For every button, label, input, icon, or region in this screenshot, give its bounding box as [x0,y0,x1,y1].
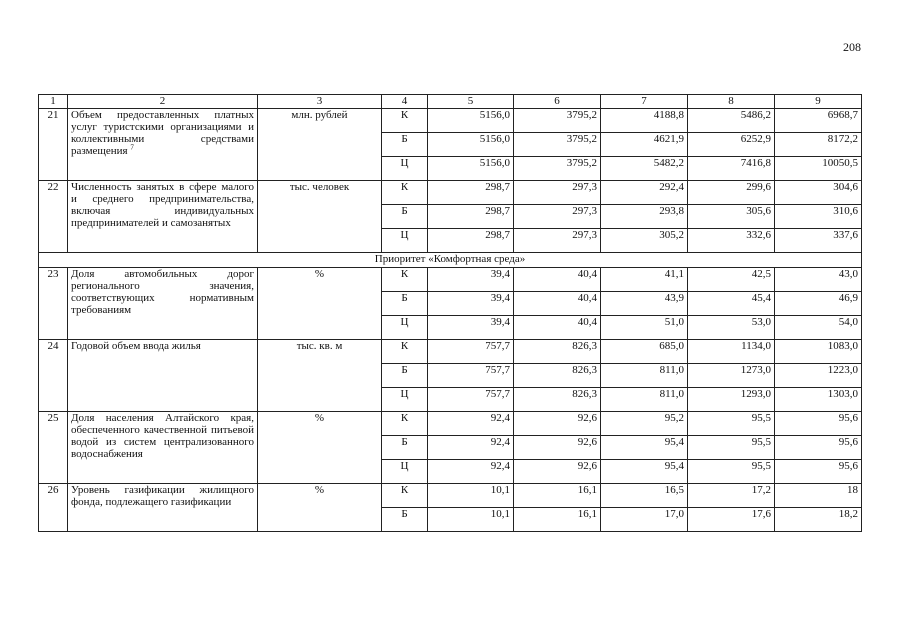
header-cell: 9 [775,95,862,109]
scenario-code: Ц [382,388,428,412]
value-cell: 95,5 [688,412,775,436]
header-row [39,95,862,109]
table-row [39,268,862,292]
value-cell: 5156,0 [428,157,514,181]
priority-row [39,253,862,268]
value-cell: 95,4 [601,436,688,460]
value-cell: 5156,0 [428,109,514,133]
value-cell: 757,7 [428,364,514,388]
value-cell: 297,3 [514,205,601,229]
value-cell: 1223,0 [775,364,862,388]
value-cell: 4621,9 [601,133,688,157]
scenario-code: К [382,109,428,133]
value-cell: 92,4 [428,412,514,436]
scenario-code: Б [382,133,428,157]
scenario-code: Б [382,364,428,388]
indicator-number: 22 [39,181,68,253]
scenario-code: Б [382,205,428,229]
value-cell: 53,0 [688,316,775,340]
value-cell: 41,1 [601,268,688,292]
value-cell: 45,4 [688,292,775,316]
value-cell: 298,7 [428,229,514,253]
value-cell: 305,6 [688,205,775,229]
value-cell: 299,6 [688,181,775,205]
value-cell: 826,3 [514,364,601,388]
unit-cell: млн. рублей [258,109,382,181]
table-row [39,109,862,133]
value-cell: 40,4 [514,292,601,316]
value-cell: 293,8 [601,205,688,229]
indicator-number: 24 [39,340,68,412]
value-cell: 3795,2 [514,109,601,133]
value-cell: 46,9 [775,292,862,316]
scenario-code: Б [382,292,428,316]
indicator-name-cell [68,412,258,484]
header-cell: 3 [258,95,382,109]
indicator-number: 25 [39,412,68,484]
footnote-marker: 7 [130,143,134,152]
value-cell: 39,4 [428,316,514,340]
value-cell: 17,0 [601,508,688,532]
value-cell: 826,3 [514,340,601,364]
page-number: 208 [843,40,861,54]
header-cell: 1 [39,95,68,109]
scenario-code: К [382,412,428,436]
priority-heading: Приоритет «Комфортная среда» [39,253,862,268]
scenario-code: К [382,268,428,292]
unit-cell: % [258,268,382,340]
value-cell: 18,2 [775,508,862,532]
scenario-code: К [382,181,428,205]
value-cell: 332,6 [688,229,775,253]
value-cell: 310,6 [775,205,862,229]
indicator-number: 23 [39,268,68,340]
scenario-code: Ц [382,460,428,484]
value-cell: 826,3 [514,388,601,412]
value-cell: 1083,0 [775,340,862,364]
scenario-code: Б [382,436,428,460]
value-cell: 95,5 [688,460,775,484]
value-cell: 811,0 [601,364,688,388]
value-cell: 5482,2 [601,157,688,181]
value-cell: 685,0 [601,340,688,364]
indicator-name: Годовой объем ввода жилья [71,340,201,352]
header-cell: 6 [514,95,601,109]
value-cell: 297,3 [514,181,601,205]
value-cell: 95,5 [688,436,775,460]
value-cell: 42,5 [688,268,775,292]
indicator-name-cell [68,109,258,181]
value-cell: 43,0 [775,268,862,292]
indicator-name: Объем предоставленных платных услуг туристскими организациями и коллективными средствами размещения [71,109,254,157]
indicator-name: Доля автомобильных дорог регионального значения, соответствующих нормативным требованиям [71,268,254,316]
unit-cell: тыс. человек [258,181,382,253]
value-cell: 811,0 [601,388,688,412]
table-row [39,181,862,205]
value-cell: 6252,9 [688,133,775,157]
value-cell: 5156,0 [428,133,514,157]
scenario-code: К [382,484,428,508]
value-cell: 95,4 [601,460,688,484]
value-cell: 10050,5 [775,157,862,181]
value-cell: 3795,2 [514,133,601,157]
value-cell: 18 [775,484,862,508]
value-cell: 6968,7 [775,109,862,133]
table-row [39,340,862,364]
value-cell: 305,2 [601,229,688,253]
indicator-number: 26 [39,484,68,532]
value-cell: 1293,0 [688,388,775,412]
value-cell: 92,6 [514,436,601,460]
value-cell: 51,0 [601,316,688,340]
indicator-name-cell [68,181,258,253]
value-cell: 16,1 [514,508,601,532]
value-cell: 1273,0 [688,364,775,388]
value-cell: 95,2 [601,412,688,436]
value-cell: 39,4 [428,268,514,292]
scenario-code: Ц [382,229,428,253]
value-cell: 95,6 [775,412,862,436]
value-cell: 16,5 [601,484,688,508]
value-cell: 757,7 [428,388,514,412]
unit-cell: % [258,412,382,484]
value-cell: 1134,0 [688,340,775,364]
value-cell: 43,9 [601,292,688,316]
value-cell: 39,4 [428,292,514,316]
indicator-name-cell [68,340,258,412]
unit-cell: тыс. кв. м [258,340,382,412]
value-cell: 3795,2 [514,157,601,181]
value-cell: 92,6 [514,412,601,436]
value-cell: 40,4 [514,268,601,292]
scenario-code: Б [382,508,428,532]
indicator-name-cell [68,484,258,532]
value-cell: 92,4 [428,436,514,460]
header-cell: 4 [382,95,428,109]
value-cell: 95,6 [775,460,862,484]
value-cell: 16,1 [514,484,601,508]
scenario-code: К [382,340,428,364]
indicator-name-cell [68,268,258,340]
indicators-table [38,94,862,532]
value-cell: 7416,8 [688,157,775,181]
indicator-name: Уровень газификации жилищного фонда, подлежащего газификации [71,484,254,508]
value-cell: 10,1 [428,508,514,532]
indicator-name: Доля населения Алтайского края, обеспеченного качественной питьевой водой из систем централизованного водоснабжения [71,412,254,460]
value-cell: 10,1 [428,484,514,508]
scenario-code: Ц [382,316,428,340]
value-cell: 92,4 [428,460,514,484]
scenario-code: Ц [382,157,428,181]
indicator-name: Численность занятых в сфере малого и среднего предпринимательства, включая индивидуальных предпринимателей и самозанятых [71,181,254,229]
header-cell: 7 [601,95,688,109]
value-cell: 337,6 [775,229,862,253]
value-cell: 8172,2 [775,133,862,157]
value-cell: 757,7 [428,340,514,364]
value-cell: 304,6 [775,181,862,205]
value-cell: 95,6 [775,436,862,460]
value-cell: 92,6 [514,460,601,484]
value-cell: 17,6 [688,508,775,532]
value-cell: 292,4 [601,181,688,205]
value-cell: 54,0 [775,316,862,340]
value-cell: 1303,0 [775,388,862,412]
unit-cell: % [258,484,382,532]
value-cell: 17,2 [688,484,775,508]
value-cell: 298,7 [428,181,514,205]
value-cell: 4188,8 [601,109,688,133]
table-row [39,412,862,436]
value-cell: 5486,2 [688,109,775,133]
value-cell: 297,3 [514,229,601,253]
value-cell: 298,7 [428,205,514,229]
value-cell: 40,4 [514,316,601,340]
table-row [39,484,862,508]
header-cell: 5 [428,95,514,109]
header-cell: 8 [688,95,775,109]
indicator-number: 21 [39,109,68,181]
header-cell: 2 [68,95,258,109]
